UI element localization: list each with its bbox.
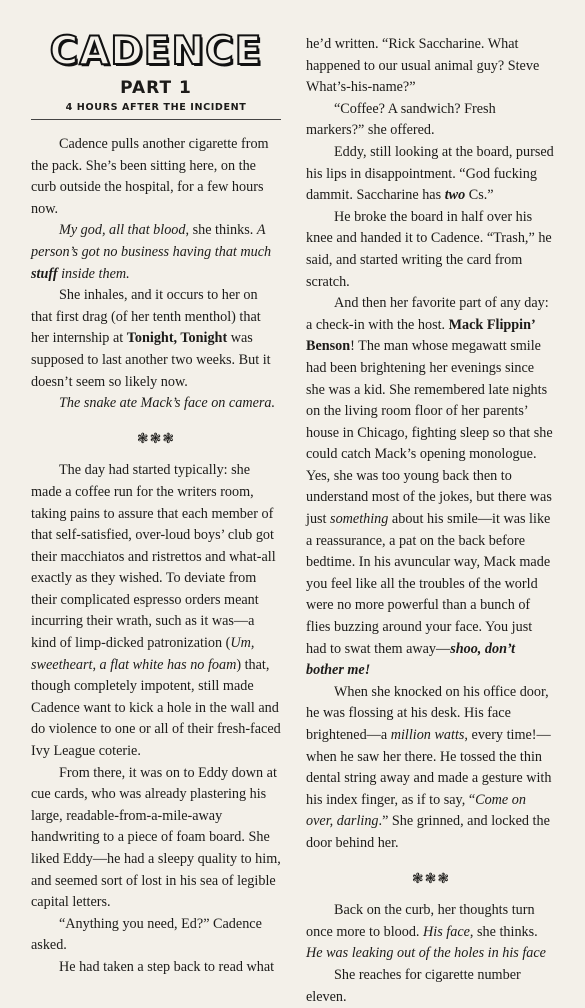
left-column	[31, 30, 281, 979]
paragraph: When she knocked on his office door, he was flossing at his desk. His face brightened—a million watts, every time!—when he saw her there. He tossed the thin dental string away and made a gesture with his index finger, as if to say, “Come on over, darling.” She grinned, and locked the door behind her.	[306, 683, 552, 851]
section-subtitle: 4 HOURS AFTER THE INCIDENT	[31, 100, 281, 120]
paragraph: She reaches for cigarette number eleven.	[306, 966, 521, 1005]
paragraph: The snake ate Mack’s face on camera.	[59, 395, 276, 412]
scene-break-ornament: ❃❃❃	[411, 871, 451, 887]
paragraph: Cadence pulls another cigarette from the pack. She’s been sitting here, on the curb outside the hospital, for a few hours now.	[31, 136, 269, 217]
paragraph: “Anything you need, Ed?” Cadence asked.	[31, 915, 262, 954]
paragraph: Eddy, still looking at the board, pursed his lips in disappointment. “God fucking dammit. Saccharine has two Cs.”	[306, 143, 554, 204]
paragraph: He had taken a step back to read what	[59, 958, 275, 975]
scene-break-ornament: ❃❃❃	[136, 431, 176, 447]
paragraph: The day had started typically: she made a coffee run for the writers room, taking pains to assure that each member of that self-satisfied, over-loud boys’ club got their macchiatos and ristrettos and what-all exactly as they wished. To deviate from their complicated espresso orders meant incurring their wrath, such as it was—a kind of limp-dicked patronization (Um, sweetheart, a flat white has no foam) that, though completely impotent, still made Cadence want to kick a hole in the wall and do violence to one or all of their fresh-faced Ivy League coterie.	[31, 462, 281, 760]
paragraph: “Coffee? A sandwich? Fresh markers?” she offered.	[306, 100, 496, 139]
paragraph: She inhales, and it occurs to her on that first drag (of her tenth menthol) that her internship at Tonight, Tonight was supposed to last another two weeks. But it doesn’t seem so likely now.	[31, 287, 271, 390]
paragraph: He broke the board in half over his knee and handed it to Cadence. “Trash,” he said, and started writing the card from scratch.	[306, 208, 552, 290]
paragraph: he’d written. “Rick Saccharine. What happened to our usual animal guy? Steve What’s-his-name?”	[306, 36, 540, 96]
story-title: CADENCE	[49, 29, 263, 74]
paragraph: Back on the curb, her thoughts turn once more to blood. His face, she thinks. He was leaking out of the holes in his face	[306, 902, 546, 962]
paragraph: And then her favorite part of any day: a check-in with the host. Mack Flippin’ Benson! The man whose megawatt smile had been brightening her evenings since she was a kid. She remembered late nights on the living room floor of her parents’ house in Chicago, fighting sleep so that she could catch Mack’s opening monologue. Yes, she was too young back then to understand most of the jokes, but there was just something about his smile—it was like a reassurance, a pat on the back before bedtime. In his avuncular way, Mack made you feel like all the troubles of the world were no more powerful than a bunch of flies buzzing around your face. You just had to swat them away—shoo, don’t bother me!	[306, 295, 553, 679]
right-column	[306, 34, 556, 1008]
part-heading: PART 1	[120, 78, 192, 98]
paragraph: From there, it was on to Eddy down at cue cards, who was already plastering his large, readable-from-a-mile-away handwriting to a piece of foam board. She liked Eddy—he had a sleepy quality to him, and seemed sort of lost in his sea of legible capital letters.	[31, 764, 281, 911]
paragraph: My god, all that blood, she thinks. A person’s got no business having that much stuff inside them.	[31, 222, 272, 282]
